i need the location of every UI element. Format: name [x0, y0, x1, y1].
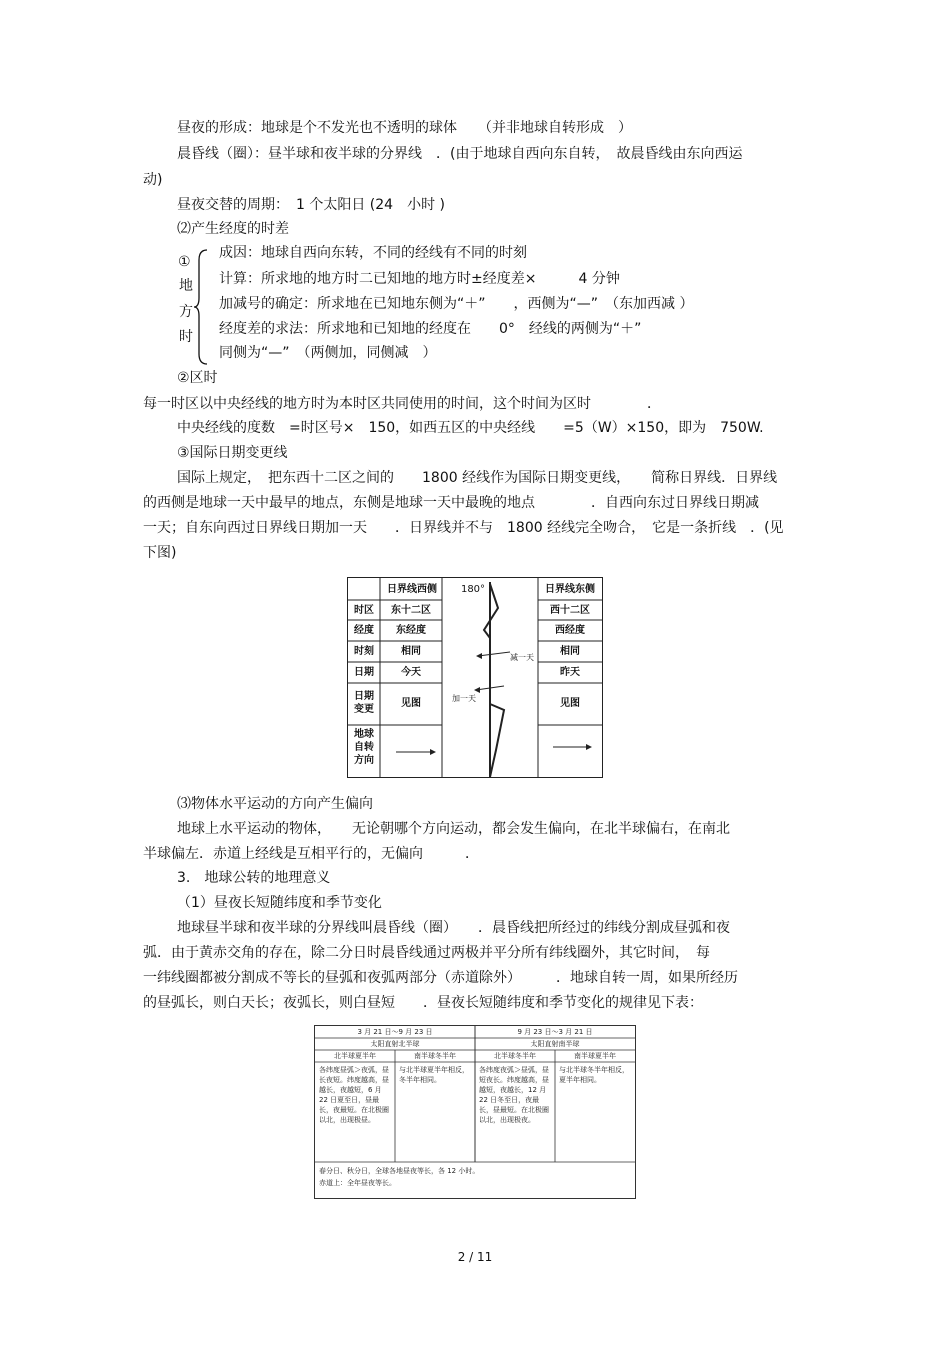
line-terminator-cont: 动) — [143, 172, 163, 188]
row-label-date: 日期 — [354, 667, 374, 678]
plus-day-label: 加一天 — [452, 694, 476, 703]
revolution-paragraph-3: 一纬线圈都被分割成不等长的昼弧和夜弧两部分（赤道除外） ．地球自转一周，如果所经历 — [143, 970, 738, 986]
deflection-paragraph-1: 地球上水平运动的物体， 无论朝哪个方向运动，都会发生偏向，在北半球偏右，在南北 — [177, 821, 730, 837]
sun-north: 太阳直射北半球 — [370, 1040, 420, 1048]
deflection-paragraph-2: 半球偏左．赤道上经线是互相平行的，无偏向 ． — [143, 846, 479, 862]
revolution-paragraph-2: 弧．由于黄赤交角的存在，除二分日时晨昏线通过两极并平分所有纬线圈外，其它时间， 每 — [143, 945, 710, 961]
equator-note: 赤道上：全年昼夜等长。 — [319, 1179, 396, 1187]
dateline-paragraph-3: 一天；自东向西过日界线日期加一天 ．日界线并不与 1800 经线完全吻合， 它是一条折线 ．(见 — [143, 520, 784, 536]
heading-zone-time: ②区时 — [177, 370, 218, 386]
local-time-label-1: ① — [178, 254, 191, 270]
dateline-paragraph-4: 下图) — [143, 545, 177, 561]
local-time-calc: 计算：所求地的地方时二已知地的地方时±经度差× 4 分钟 — [219, 271, 620, 287]
revolution-paragraph-1: 地球昼半球和夜半球的分界线叫晨昏线（圈） ．晨昏线把所经过的纬线分割成昼弧和夜 — [177, 920, 730, 936]
local-time-cause: 成因：地球自西向东转，不同的经线有不同的时刻 — [219, 245, 527, 261]
west-time: 相同 — [401, 646, 421, 657]
revolution-paragraph-4: 的昼弧长，则白天长；夜弧长，则白昼短 ．昼夜长短随纬度和季节变化的规律见下表： — [143, 995, 703, 1011]
local-time-label-3: 方 — [179, 304, 193, 320]
heading-day-length: （1）昼夜长短随纬度和季节变化 — [177, 895, 382, 911]
west-header: 日界线西侧 — [387, 584, 437, 595]
east-date-change: 见图 — [560, 698, 580, 709]
east-time: 相同 — [560, 646, 580, 657]
header-north-summer: 北半球夏半年 — [334, 1052, 376, 1060]
east-header: 日界线东侧 — [545, 584, 595, 595]
heading-deflection: ⑶物体水平运动的方向产生偏向 — [177, 796, 373, 812]
line-terminator: 晨昏线（圈）：昼半球和夜半球的分界线 ．(由于地球自西向东自转， 故晨昏线由东向西运 — [177, 146, 743, 162]
west-date: 今天 — [401, 667, 421, 678]
zone-paragraph-1: 每一时区以中央经线的地方时为本时区共同使用的时间，这个时间为区时 ． — [143, 396, 661, 412]
row-label-zone: 时区 — [354, 605, 374, 616]
west-longitude: 东经度 — [396, 625, 426, 636]
cell-south-summer: 与北半球冬半年相反，夏半年相同。 — [559, 1066, 629, 1084]
west-zone: 东十二区 — [391, 605, 431, 616]
cell-north-summer: 各纬度昼弧＞夜弧，昼长夜短。纬度越高，昼越长，夜越短，6 月 22 日夏至日，昼最长，夜最短。在北极圈以北，出现极昼。 — [319, 1066, 389, 1124]
line-day-night-formation: 昼夜的形成：地球是个不发光也不透明的球体 （并非地球自转形成 ） — [177, 120, 632, 136]
local-time-diff-cont: 同侧为“—” （两侧加，同侧减 ） — [219, 345, 437, 361]
dateline-table — [347, 577, 603, 778]
local-time-diff: 经度差的求法：所求地和已知地的经度在 0° 经线的两侧为“＋” — [219, 321, 642, 337]
period-1: 3 月 21 日～9 月 23 日 — [357, 1028, 433, 1036]
heading-date-line: ③国际日期变更线 — [177, 445, 288, 461]
dateline-paragraph-1: 国际上规定， 把东西十二区之间的 1800 经线作为国际日期变更线， 简称日界线．日界线 — [177, 470, 778, 486]
row-label-time: 时刻 — [354, 646, 374, 657]
header-south-winter: 南半球冬半年 — [414, 1052, 456, 1060]
east-zone: 西十二区 — [550, 605, 590, 616]
local-time-label-2: 地 — [179, 278, 193, 294]
minus-day-label: 减一天 — [510, 653, 534, 662]
row-label-longitude: 经度 — [354, 625, 374, 636]
dateline-paragraph-2: 的西侧是地球一天中最早的地点，东侧是地球一天中最晚的地点 ．自西向东过日界线日期减 — [143, 495, 759, 511]
equinox-note: 春分日、秋分日，全球各地昼夜等长，各 12 小时。 — [319, 1167, 480, 1175]
sun-south: 太阳直射南半球 — [530, 1040, 580, 1048]
local-time-sign: 加减号的确定：所求地在已知地东侧为“＋” ，西侧为“—” （东加西减 ） — [219, 296, 694, 312]
header-north-winter: 北半球冬半年 — [494, 1052, 536, 1060]
east-longitude: 西经度 — [555, 625, 585, 636]
west-date-change: 见图 — [401, 698, 421, 709]
period-2: 9 月 23 日～3 月 21 日 — [517, 1028, 593, 1036]
local-time-label-4: 时 — [179, 329, 193, 345]
day-length-table — [314, 1025, 636, 1199]
cell-south-winter: 与北半球夏半年相反，冬半年相同。 — [399, 1066, 469, 1084]
header-south-summer: 南半球夏半年 — [574, 1052, 616, 1060]
row-label-date-change: 日期变更 — [354, 691, 374, 715]
brace-icon — [193, 248, 209, 366]
zone-paragraph-2: 中央经线的度数 =时区号× 150，如西五区的中央经线 =5（W）×150，即为 750W. — [177, 420, 764, 436]
east-date: 昨天 — [560, 667, 580, 678]
line-cycle-period: 昼夜交替的周期： 1 个太阳日 (24 小时 ) — [177, 197, 445, 213]
heading-longitude-time: ⑵产生经度的时差 — [177, 221, 289, 237]
row-label-rotation: 地球自转方向 — [354, 729, 374, 766]
meridian-label: 180° — [460, 584, 486, 595]
heading-revolution: 3. 地球公转的地理意义 — [177, 870, 331, 886]
page-number: 2 / 11 — [457, 1250, 493, 1264]
cell-north-winter: 各纬度夜弧＞昼弧，昼短夜长。纬度越高，昼越短，夜越长，12 月 22 日冬至日，夜最长，昼最短。在北极圈以北，出现极夜。 — [479, 1066, 549, 1124]
